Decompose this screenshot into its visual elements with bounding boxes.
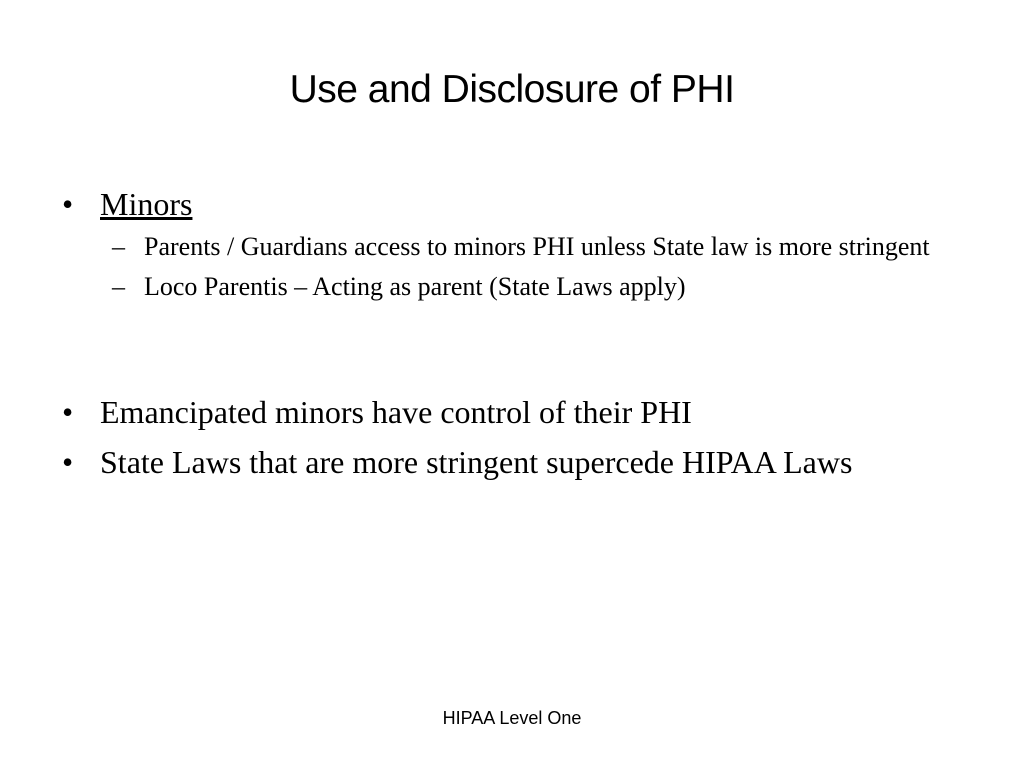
bullet-icon: • [62, 444, 74, 480]
sub-bullet-item [62, 230, 962, 264]
bullet-icon: • [62, 394, 74, 430]
spacer [62, 304, 962, 392]
sub-bullet-text: Parents / Guardians access to minors PHI unless State law is more stringent [144, 232, 930, 261]
bullet-item [62, 184, 962, 224]
bullet-icon: • [62, 186, 74, 222]
slide-content [62, 184, 962, 482]
slide-footer: HIPAA Level One [442, 708, 582, 728]
bullet-item [62, 392, 962, 432]
sub-bullet-text: Loco Parentis – Acting as parent (State Laws apply) [144, 272, 686, 301]
dash-icon: – [112, 232, 125, 261]
bullet-text: State Laws that are more stringent supercede HIPAA Laws [100, 444, 853, 480]
spacer [62, 432, 962, 442]
bullet-text: Emancipated minors have control of their PHI [100, 394, 692, 430]
dash-icon: – [112, 272, 125, 301]
bullet-text: Minors [100, 186, 193, 222]
bullet-item [62, 442, 962, 482]
slide-title: Use and Disclosure of PHI [289, 68, 735, 111]
sub-bullet-item [62, 270, 962, 304]
